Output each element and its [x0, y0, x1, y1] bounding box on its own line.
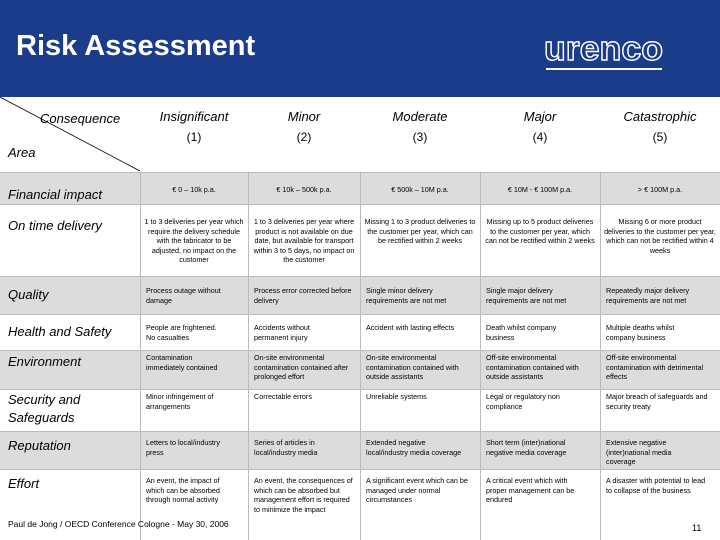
column-name: Catastrophic: [623, 109, 697, 124]
column-divider: [360, 172, 361, 540]
title-banner: [0, 0, 720, 97]
table-cell: Missing 1 to 3 product deliveries to the customer per year, which can be rectified within 2 weeks: [364, 217, 476, 246]
table-cell: Short term (inter)national negative media coverage: [486, 438, 567, 457]
column-name: Insignificant: [159, 109, 229, 124]
table-cell: An event, the consequences of which can be absorbed but management effort is required to minimize the impact: [254, 476, 353, 514]
table-cell: Missing up to 5 product deliveries to the customer per year, which can not be rectified within 2 weeks: [485, 217, 595, 246]
table-cell: Contamination immediately contained: [146, 353, 218, 372]
table-cell: Single major delivery requirements are not met: [486, 286, 567, 305]
column-header-moderate: [360, 109, 480, 144]
column-rank: (4): [532, 130, 548, 144]
table-cell: Process outage without damage: [146, 286, 221, 305]
table-cell: A significant event which can be managed under normal circumstances: [366, 476, 468, 505]
area-reputation: Reputation: [8, 438, 71, 453]
column-divider: [480, 172, 481, 540]
table-cell: Off-site environmental contamination contained with outside assistants: [486, 353, 579, 382]
area-environment: Environment: [8, 354, 81, 369]
risk-matrix: [0, 97, 720, 540]
table-cell: Extended negative local/industry media coverage: [366, 438, 462, 457]
table-cell: Minor infringement of arrangements: [146, 392, 214, 411]
table-cell: Series of articles in local/industry media: [254, 438, 318, 457]
area-on-time-delivery: On time delivery: [8, 218, 102, 233]
column-name: Minor: [287, 109, 321, 124]
table-cell: Accident with lasting effects: [366, 323, 455, 332]
table-cell: Unreliable systems: [366, 392, 427, 401]
area-security-and-safeguards: Security and Safeguards: [8, 392, 81, 425]
column-rank: (3): [412, 130, 428, 144]
area-health-and-safety: Health and Safety: [8, 324, 112, 339]
column-name: Major: [523, 109, 557, 124]
table-cell: Repeatedly major delivery requirements are not met: [606, 286, 690, 305]
table-cell: > € 100M p.a.: [637, 185, 683, 194]
table-cell: Correctable errors: [254, 392, 312, 401]
table-cell: A critical event which with proper management can be endured: [486, 476, 575, 505]
table-cell: Single minor delivery requirements are not met: [366, 286, 447, 305]
column-divider: [140, 172, 141, 540]
area-effort: Effort: [8, 476, 40, 491]
column-header-insignificant: [140, 109, 248, 144]
table-cell: 1 to 3 deliveries per year where product is not available on due date, but available for transport within 3 to 5 days, no impact on the customer: [253, 217, 355, 265]
table-cell: Legal or regulatory non compliance: [486, 392, 560, 411]
page-number: 11: [692, 523, 702, 533]
table-cell: Multiple deaths whilst company business: [606, 323, 675, 342]
table-cell: A disaster with potential to lead to collapse of the business: [606, 476, 706, 495]
column-header-catastrophic: [600, 109, 720, 144]
area-label: Area: [8, 145, 36, 160]
footer-text: Paul de Jong / OECD Conference Cologne - May 30, 2006: [8, 519, 229, 529]
table-cell: Death whilst company business: [486, 323, 557, 342]
urenco-logo: urenco: [544, 30, 664, 68]
table-cell: Extensive negative (inter)national media coverage: [606, 438, 672, 467]
area-financial-impact: Financial impact: [8, 187, 102, 202]
column-name: Moderate: [392, 109, 448, 124]
table-cell: € 500k – 10M p.a.: [391, 185, 449, 194]
table-cell: 1 to 3 deliveries per year which require the delivery schedule with the fabricator to be adjusted, no impact on the customer: [144, 217, 244, 265]
consequence-label: Consequence: [40, 111, 121, 126]
table-cell: Process error corrected before delivery: [254, 286, 352, 305]
table-cell: Off-site environmental contamination with detrimental effects: [606, 353, 704, 382]
column-divider: [600, 172, 601, 540]
column-header-minor: [248, 109, 360, 144]
logo-underline: [546, 68, 662, 70]
column-rank: (1): [186, 130, 202, 144]
table-cell: People are frightened. No casualties: [146, 323, 217, 342]
table-cell: Missing 6 or more product deliveries to the customer per year, which can not be rectified within 4 weeks: [604, 217, 716, 255]
column-rank: (5): [652, 130, 668, 144]
table-cell: € 0 – 10k p.a.: [172, 185, 216, 194]
table-cell: € 10k – 500k p.a.: [276, 185, 332, 194]
table-cell: On-site environmental contamination contained after prolonged effort: [254, 353, 349, 382]
area-quality: Quality: [8, 287, 49, 302]
table-cell: On-site environmental contamination contained with outside assistants: [366, 353, 459, 382]
page-title: Risk Assessment: [16, 30, 256, 62]
table-cell: Letters to local/industry press: [146, 438, 220, 457]
corner-header: [0, 97, 140, 171]
column-divider: [248, 172, 249, 540]
column-rank: (2): [296, 130, 312, 144]
column-header-major: [480, 109, 600, 144]
table-cell: € 10M - € 100M p.a.: [507, 185, 573, 194]
table-cell: Major breach of safeguards and security treaty: [606, 392, 708, 411]
table-cell: Accidents without permanent injury: [254, 323, 310, 342]
table-cell: An event, the impact of which can be absorbed through normal activity: [146, 476, 220, 505]
